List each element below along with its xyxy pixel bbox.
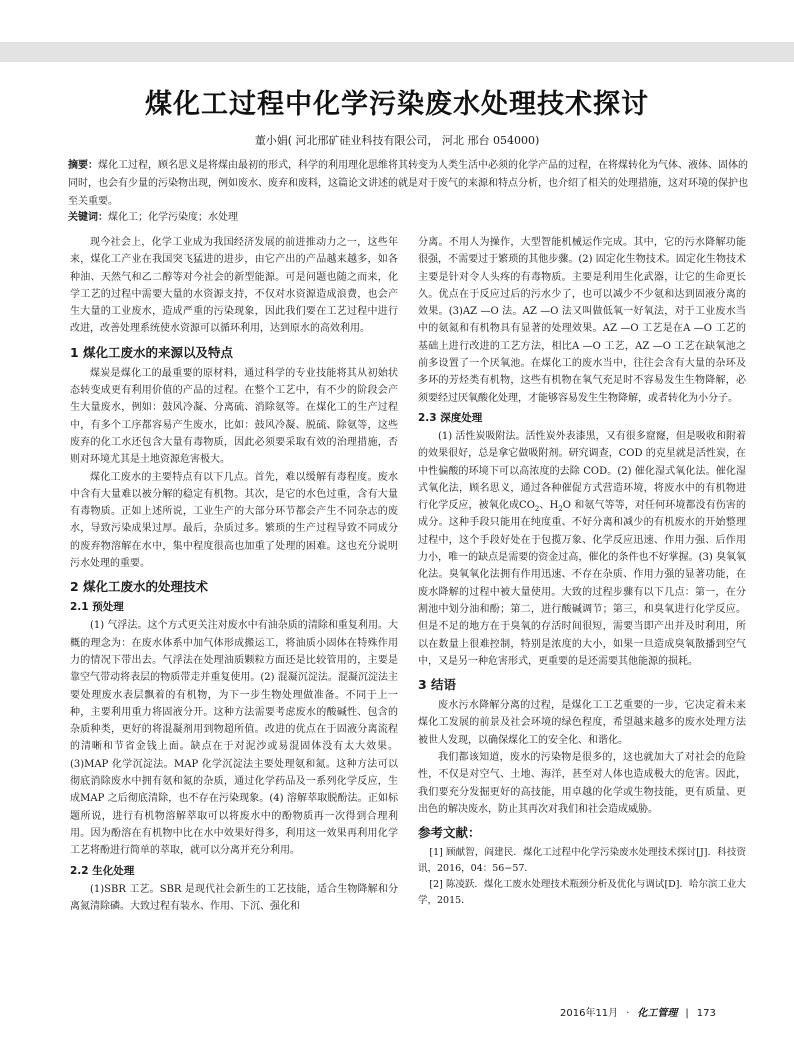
section-2-3-text-a: (1) 活性炭吸附法。活性炭外表漆黑，又有很多窟窿，但是吸收和附着的效果很好，总是拿它做吸附剂。研究调查，COD 的克星就是活性炭，在中性偏酸的环境下可以高浓度的去除 COD。(2) 催化湿式氧化法。催化湿式氧化法，顾名思义，通过各种催促方式营造环境，将废水中的有机物进行化学反应，被氧化成CO	[418, 430, 746, 512]
section-1-heading: 1 煤化工废水的来源以及特点	[70, 344, 234, 360]
section-1-paragraph-2: 煤化工废水的主要特点有以下几点。首先，难以缓解有毒程度。废水中含有大量难以被分解的稳定有机物。其次，是它的水色过重，含有大量有毒物质。正如上述所说，工业生产的大部分环节都会产生不同杂志的废水，导致污染成果过厚。最后，杂质过多。繁琐的生产过程导致不同成分的废弃物溶解在水中，集中程度很高也加重了处理的困难。这也充分说明污水处理的重要。	[70, 471, 398, 570]
abstract-text: 煤化工过程，顾名思义是将煤由最初的形式，科学的利用理化思维将其转变为人类生活中必须的化学产品的过程，在将煤转化为气体、液体、固体的同时，也会有少量的污染物出现，例如废水、废弃和废料，这篇论文讲述的就是对于废气的来源和特点分析，也介绍了相关的处理措施，这对环境的保护也至关重要。	[68, 160, 748, 207]
keywords	[68, 211, 748, 225]
section-2-3-text-b: 、H	[539, 500, 559, 512]
page-footer: 2016年11月 · 化工管理 | 173	[560, 1008, 716, 1019]
section-3-heading: 3 结语	[418, 677, 457, 693]
author-line: 董小娟( 河北邢矿硅业科技有限公司， 河北 邢台 054000)	[254, 134, 540, 147]
abstract	[68, 157, 748, 211]
right-column	[418, 234, 746, 909]
left-column	[70, 234, 398, 915]
section-2-2-paragraph: (1)SBR 工艺。SBR 是现代社会新生的工艺技能，适合生物降解和分离氮清除磷。大致过程有装水、作用、下沉、强化和	[70, 883, 398, 912]
paper-title: 煤化工过程中化学污染废水处理技术探讨	[145, 89, 649, 120]
subscript-2-h2o: 2	[558, 505, 563, 514]
header-band	[0, 42, 794, 62]
section-2-3-heading: 2.3 深度处理	[418, 411, 483, 424]
keywords-text: 煤化工；化学污染度；水处理	[108, 212, 238, 223]
section-3-paragraph-1: 废水污水降解分离的过程，是煤化工工艺重要的一步，它决定着未来煤化工发展的前景及社会环境的绿色程度，希望越来越多的废水处理方法被世人发现，以确保煤化工的安全化、和谐化。	[418, 700, 746, 746]
reference-1: [1] 顾献智，阎建民．煤化工过程中化学污染废水处理技术探讨[J]．科技资讯，2016，04：56−57．	[418, 847, 746, 875]
section-2-3-text-c: O 和氨气等等，对任何环境都没有伤害的成分。这种手段只能用在纯度重、不好分离和减少的有机废水的开始整理过程中，这个手段好处在于包揽万象、化学反应迅速、作用力强、后作用力小，唯一的缺点是需要的资金过高，催化的条件也不好掌握。(3) 臭氧氧化法。臭氧氧化法拥有作用迅速、不存在杂质、作用力强的显著功能，在废水降解的过程中被大量使用。大致的过程步骤有以下几点：第一，在分割池中划分油和酚；第二，进行酸碱调节；第三，和臭氧进行化学反应。但是不足的地方在于臭氧的存活时间很短，需要当即产出并及时利用，所以在数量上很难控制，特别是浓度的大小，如果一旦造成臭氧散播到空气中，又是另一种危害形式，更重要的是还需要其他能源的损耗。	[418, 500, 746, 667]
section-2-2-heading: 2.2 生化处理	[70, 864, 135, 877]
section-2-1-paragraph: (1) 气浮法。这个方式更关注对废水中有油杂质的清除和重复利用。大概的理念为：在废水体系中加气体形成搬运工，将油质小固体在特殊作用力的情况下带出去。气浮法在处理油质颗粒方面还是比较管用的，主要是靠空气带动将表层的物质带走并重复使用。(2) 混凝沉淀法。混凝沉淀法主要处理废水表层飘着的有机物，为下一步生物处理做准备。不同于上一种，主要利用重力将固液分开。这种方法需要考虑废水的酸碱性、包含的杂质种类，更好的将混凝剂用到物超所值。改进的优点在于固液分离流程的清晰和节省金钱上面。缺点在于对泥沙或易混固体没有太大效果。(3)MAP 化学沉淀法。MAP 化学沉淀法主要处理氨和氮。这种方法可以彻底消除废水中拥有氨和氮的杂质，通过化学药品及一系列化学反应，生成MAP 之后彻底清除，也不存在污染现象。(4) 溶解萃取脱酚法。正如标题所说，进行有机物溶解萃取可以将废水中的酚物质再一次得到合理利用。因为酚溶在有机物中比在水中效果好得多，利用这一效果再利用化学工艺将酚进行简单的萃取，就可以分离并充分利用。	[70, 620, 398, 857]
section-1-paragraph-1: 煤炭是煤化工的最重要的原材料，通过科学的专业技能将其从初始状态转变成更有利用价值的产品的过程。在整个工艺中，有不少的阶段会产生大量废水，例如：鼓风冷凝、分离硫、消除氨等。在煤化工的生产过程中，有多个工序都容易产生废水，比如：鼓风冷凝、脱硫、除氨等，这些废弃的化工水还包含大量有毒物质，因此必须要采取有效的治理措施，否则对环境尤其是土地资源危害极大。	[70, 367, 398, 466]
keywords-label: 关键词：	[68, 212, 108, 223]
reference-2: [2] 陈凌跃．煤化工废水处理技术瓶颈分析及优化与调试[D]．哈尔滨工业大学，2015．	[418, 879, 746, 907]
abstract-label: 摘要：	[68, 160, 98, 171]
footer-journal: 化工管理	[637, 1008, 678, 1019]
references-heading: 参考文献：	[418, 825, 481, 841]
section-2-3-paragraph	[418, 428, 746, 670]
page-number: 173	[696, 1008, 716, 1019]
section-3-paragraph-2: 我们都该知道，废水的污染物是很多的，这也就加大了对社会的危险性，不仅是对空气、土地、海洋，甚至对人体也造成极大的危害。因此，我们要充分发掘更好的高技能，用卓越的化学或生物技能，更有质量、更出色的解决废水，防止其再次对我们和社会造成威胁。	[418, 752, 746, 815]
section-2-heading: 2 煤化工废水的处理技术	[70, 579, 209, 595]
subscript-2-co2: 2	[534, 505, 540, 514]
section-2-1-heading: 2.1 预处理	[70, 601, 124, 614]
intro-paragraph: 现今社会上，化学工业成为我国经济发展的前进推动力之一，这些年来，煤化工产业在我国突飞猛进的进步，由它产出的产品越来越多，如各种油、天然气和乙二醇等对今社会的新型能源。可是问题也随之而来，化学工艺的过程中需要大量的水资源支持，不仅对水资源造成浪费，也会产生大量的工业废水，造成严重的污染现象，因此我们要在工艺过程中进行改进，改善处理系统使水资源可以循环利用，达到原水的高效利用。	[70, 237, 398, 335]
continued-paragraph: 分离。不用人为操作，大型智能机械运作完成。其中，它的污水降解功能很强，不需要过于繁琐的其他步骤。(2) 固定化生物技术。固定化生物技术主要是针对令人头疼的有毒物质。主要是利用生化武器，让它的生命更长久。优点在于反应过后的污水少了，也可以减少不少氨和达到固液分离的效果。(3)AZ —O 法。AZ —O 法又叫做低氧一好氧法，对于工业废水当中的氨氮和有机物具有显著的处理效果。AZ —O 工艺是在A —O 工艺的基础上进行改进的工艺方法，相比A —O 工艺，AZ —O 工艺在缺氧池之前多设置了一个厌氧池。在煤化工的废水当中，往往会含有大量的杂环及多环的芳烃类有机物，这些有机物在氧气充足时不容易发生生物降解，必须要经过厌氧酸化处理，才能够容易发生生物降解，或者转化为小分子。	[418, 237, 746, 404]
footer-date: 2016年11月	[560, 1008, 619, 1019]
